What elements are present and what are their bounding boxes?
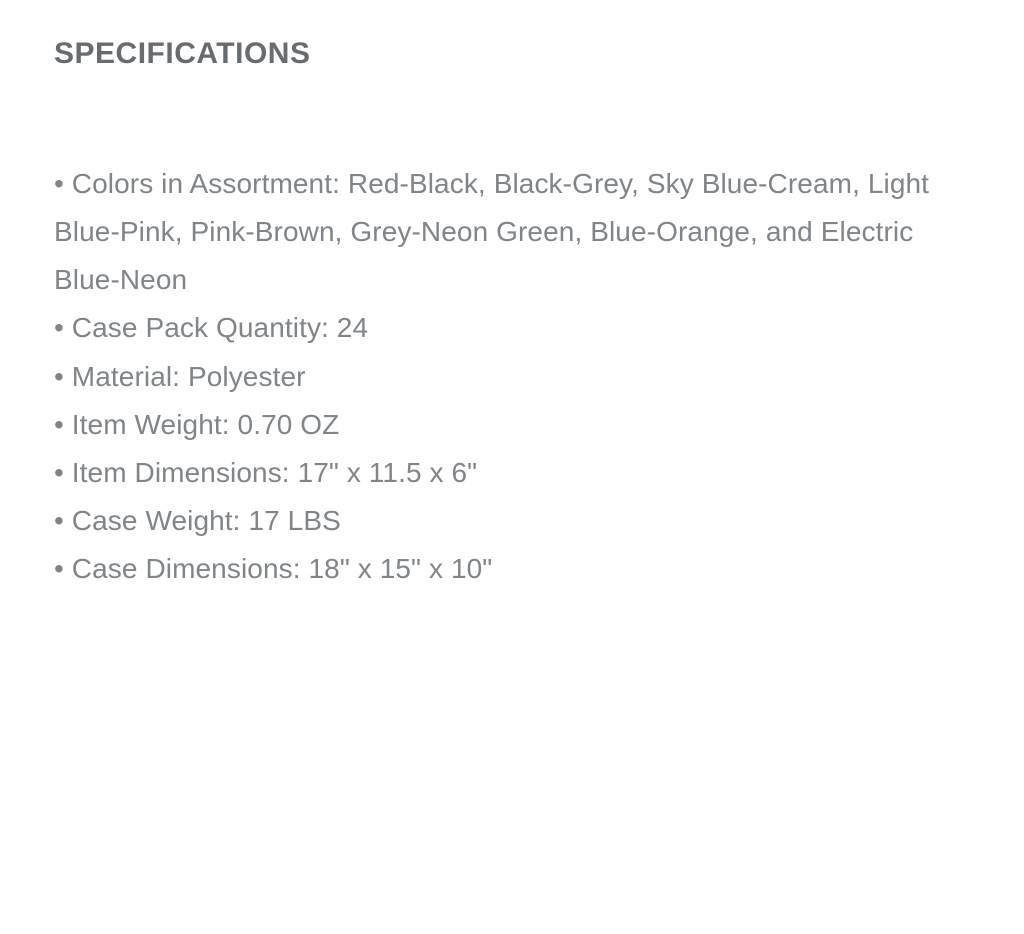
list-item — [54, 497, 934, 545]
list-item-text: Material: Polyester — [71, 360, 306, 392]
list-item-text: Case Pack Quantity: 24 — [71, 312, 369, 344]
list-item — [54, 160, 934, 304]
list-item — [54, 545, 934, 593]
list-item-text: Case Weight: 17 LBS — [71, 505, 341, 537]
bullet-icon: • — [54, 553, 64, 585]
bullet-icon: • — [54, 456, 64, 488]
list-item-text: Case Dimensions: 18" x 15" x 10" — [71, 553, 493, 585]
page-bottom-edge — [0, 920, 1024, 934]
list-item — [54, 449, 934, 497]
bullet-icon: • — [54, 360, 64, 392]
list-item — [54, 353, 934, 401]
specifications-list — [54, 160, 970, 593]
list-item-text: Item Dimensions: 17" x 11.5 x 6" — [71, 456, 478, 488]
bullet-icon: • — [54, 312, 64, 344]
bullet-icon: • — [54, 505, 64, 537]
bullet-icon: • — [54, 408, 64, 440]
list-item — [54, 401, 934, 449]
list-item-text: Item Weight: 0.70 OZ — [71, 408, 340, 440]
list-item — [54, 304, 934, 352]
page-title: SPECIFICATIONS — [54, 37, 311, 70]
list-item-text: Colors in Assortment: Red-Black, Black-Grey, Sky Blue-Cream, Light Blue-Pink, Pink-Brown, Grey-Neon Green, Blue-Orange, and Electric Blue-Neon — [54, 168, 930, 296]
bullet-icon: • — [54, 168, 64, 199]
